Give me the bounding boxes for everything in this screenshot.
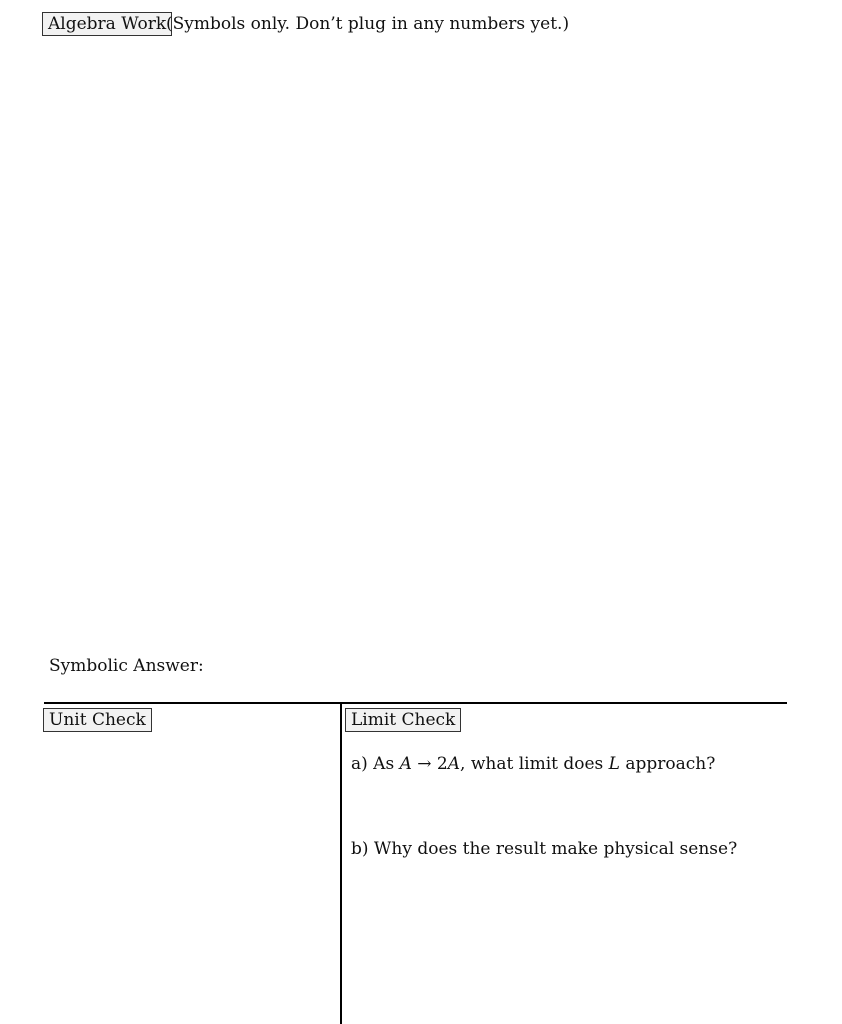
- variable-a: A: [399, 754, 412, 774]
- algebra-work-area[interactable]: [42, 40, 787, 650]
- section-divider: [44, 702, 787, 704]
- limit-check-label: Limit Check: [345, 708, 461, 732]
- algebra-work-label: Algebra Work: [42, 12, 172, 36]
- algebra-work-instruction: (Symbols only. Don’t plug in any numbers yet.): [166, 14, 570, 34]
- variable-a-2: A: [447, 754, 461, 774]
- question-a-suffix: approach?: [619, 754, 716, 774]
- limit-question-a: [351, 753, 715, 775]
- limit-question-b: b) Why does the result make physical sense?: [351, 839, 738, 859]
- variable-l: L: [608, 754, 620, 774]
- unit-check-area[interactable]: [44, 736, 334, 1016]
- unit-check-label: Unit Check: [43, 708, 152, 732]
- question-a-middle: , what limit does: [460, 754, 609, 774]
- column-divider: [340, 702, 342, 1024]
- symbolic-answer-label: Symbolic Answer:: [49, 656, 204, 676]
- question-a-prefix: a) As: [351, 754, 400, 774]
- arrow-text: → 2: [411, 754, 448, 774]
